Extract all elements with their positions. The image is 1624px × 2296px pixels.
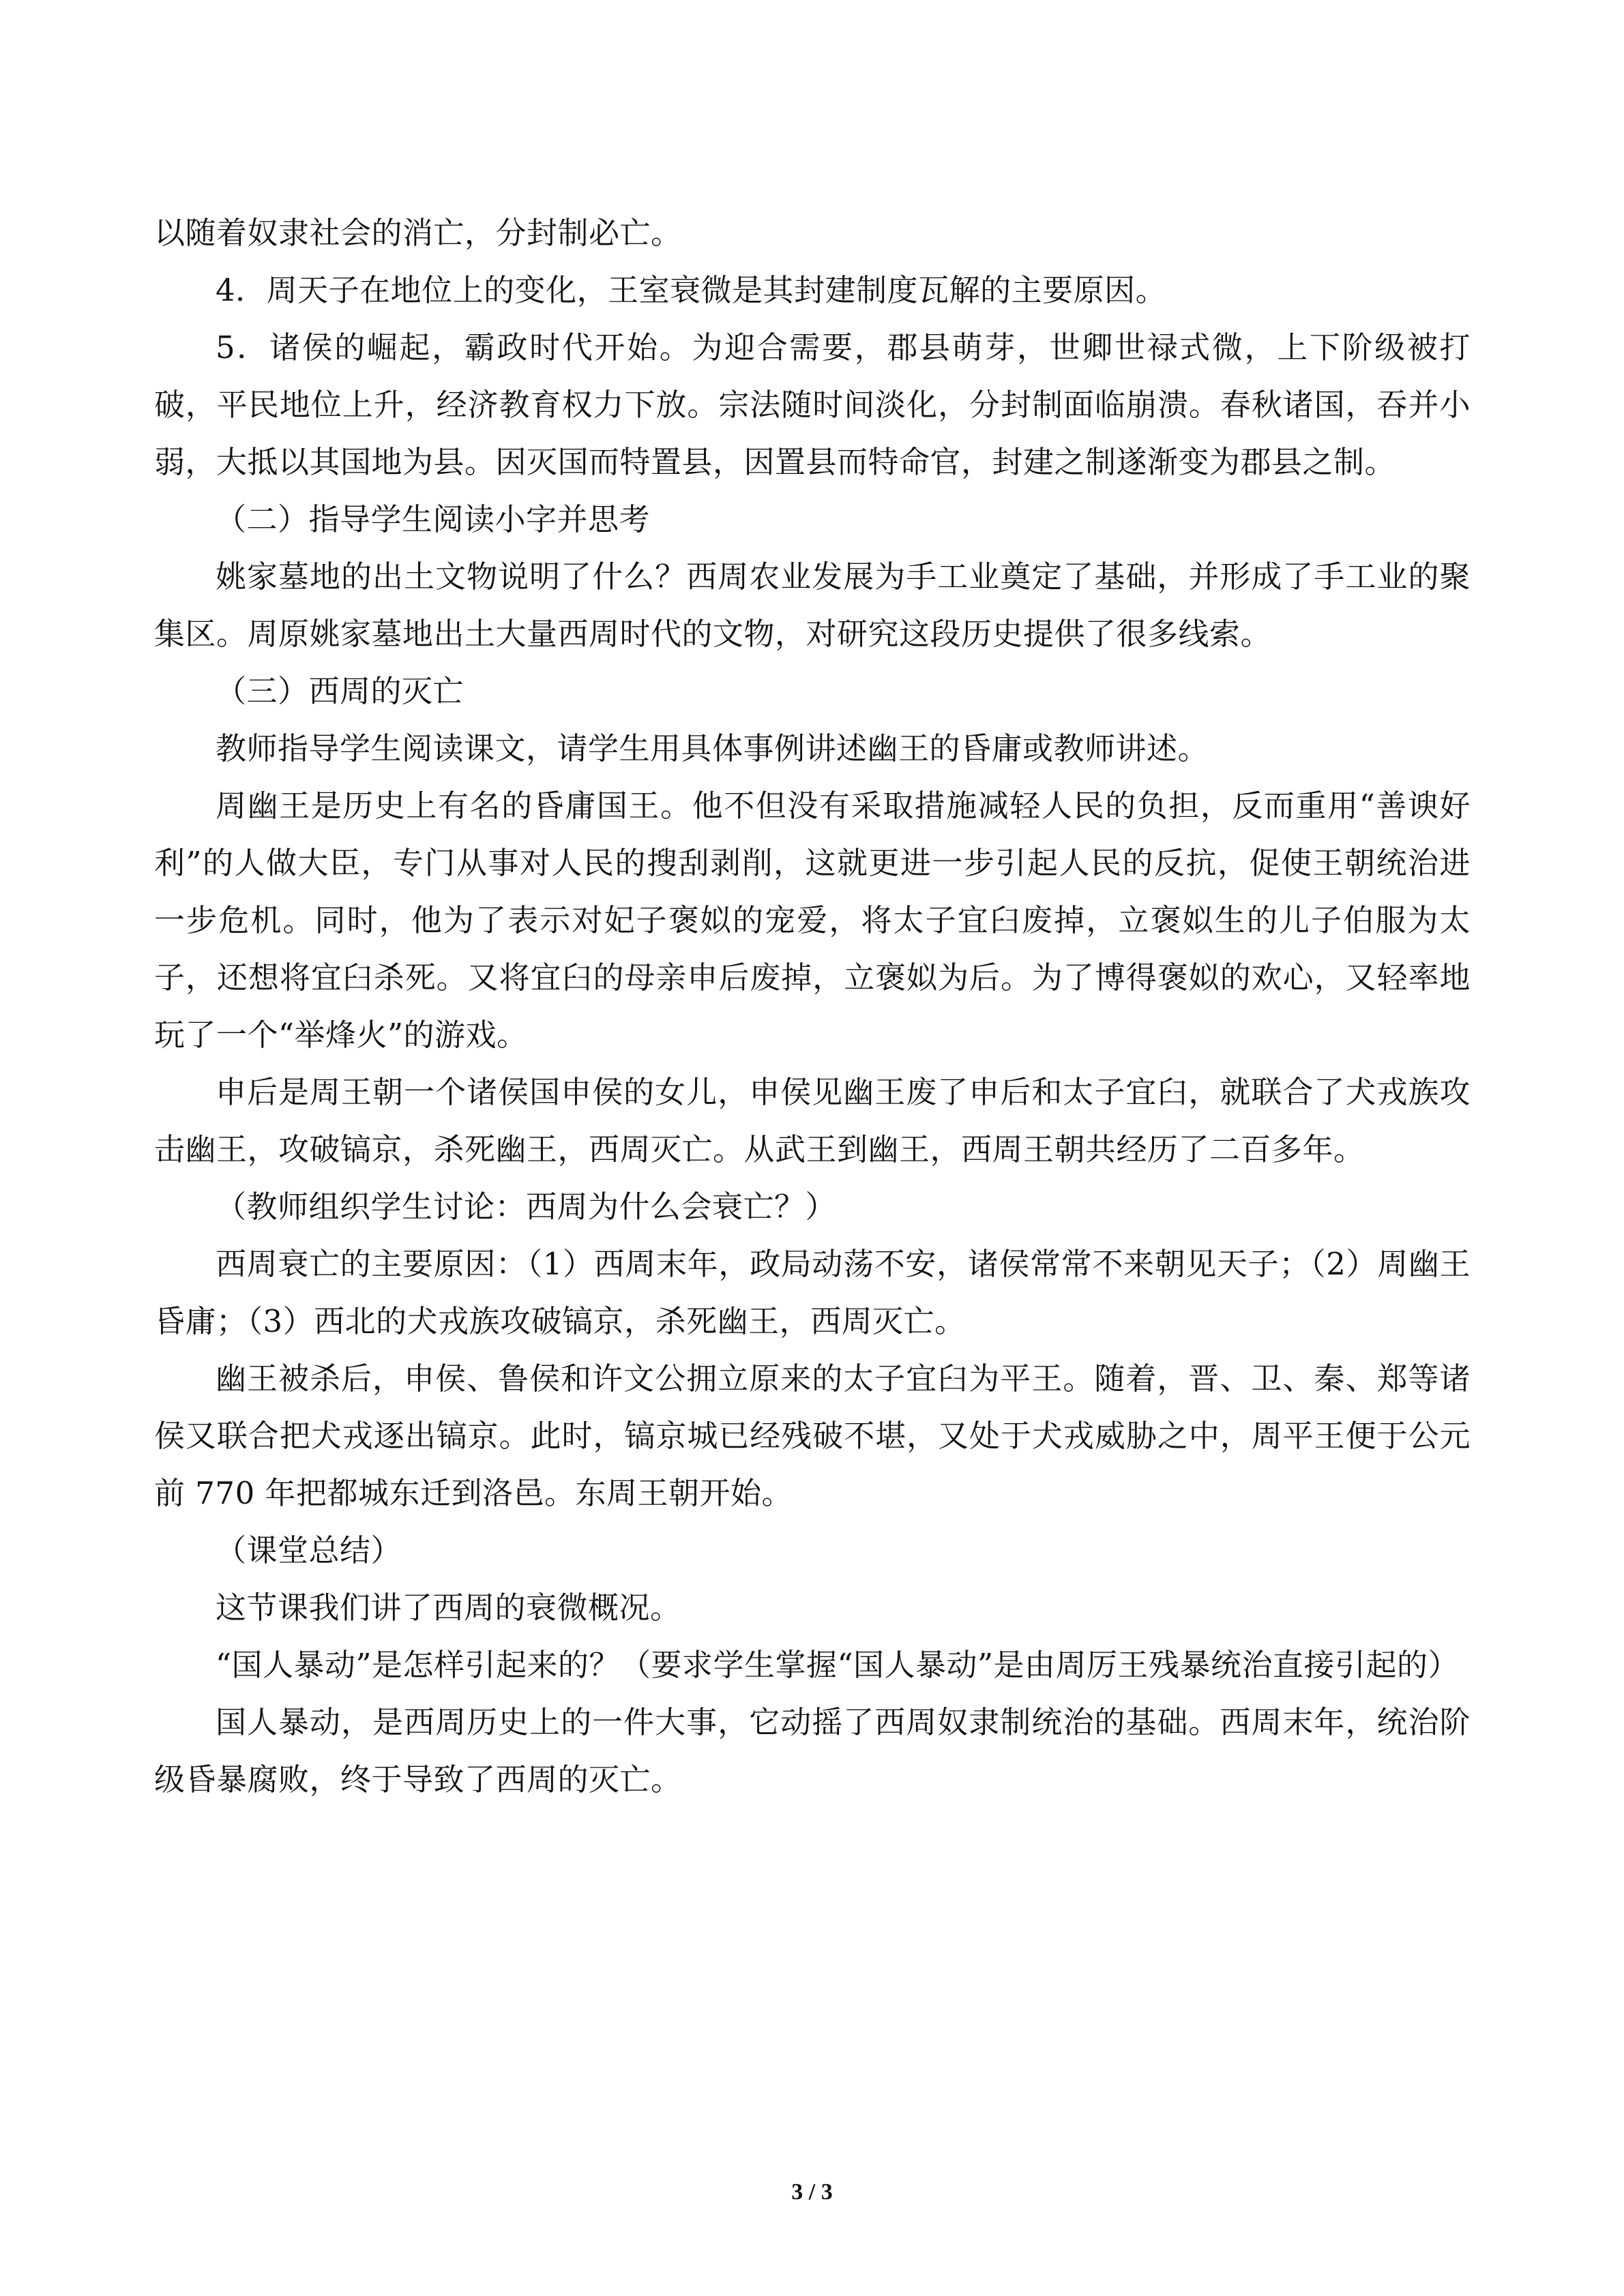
paragraph-king-ping: 幽王被杀后，申侯、鲁侯和许文公拥立原来的太子宜臼为平王。随着，晋、卫、秦、郑等诸侯又联合把犬戎逐出镐京。此时，镐京城已经残破不堪，又处于犬戎威胁之中，周平王便于公元前 770 年把都城东迁到洛邑。东周王朝开始。 — [154, 1360, 1471, 1511]
document-body — [154, 205, 1471, 1808]
paragraph-point-4: 4．周天子在地位上的变化，王室衰微是其封建制度瓦解的主要原因。 — [216, 272, 1167, 308]
page-number: 3 / 3 — [791, 2179, 833, 2205]
paragraph-causes: 西周衰亡的主要原因：（1）西周末年，政局动荡不安，诸侯常常不来朝见天子；（2）周幽王昏庸；（3）西北的犬戎族攻破镐京，杀死幽王，西周灭亡。 — [154, 1246, 1471, 1339]
paragraph-summary-intro: 这节课我们讲了西周的衰微概况。 — [216, 1590, 681, 1626]
paragraph-king-you: 周幽王是历史上有名的昏庸国王。他不但没有采取措施减轻人民的负担，反而重用“善谀好利”的人做大臣，专门从事对人民的搜刮剥削，这就更进一步引起人民的反抗，促使王朝统治进一步危机。同时，他为了表示对妃子褒姒的宠爱，将太子宜臼废掉，立褒姒生的儿子伯服为太子，还想将宜臼杀死。又将宜臼的母亲申后废掉，立褒姒为后。为了博得褒姒的欢心，又轻率地玩了一个“举烽火”的游戏。 — [154, 788, 1471, 1053]
paragraph-teacher-guidance: 教师指导学生阅读课文，请学生用具体事例讲述幽王的昏庸或教师讲述。 — [216, 730, 1209, 766]
paragraph-point-5: 5．诸侯的崛起，霸政时代开始。为迎合需要，郡县萌芽，世卿世禄式微，上下阶级被打破，平民地位上升，经济教育权力下放。宗法随时间淡化，分封制面临崩溃。春秋诸国，吞并小弱，大抵以其国地为县。因灭国而特置县，因置县而特命官，封建之制遂渐变为郡县之制。 — [154, 329, 1471, 480]
paragraph-yaojia-tomb: 姚家墓地的出土文物说明了什么？西周农业发展为手工业奠定了基础，并形成了手工业的聚集区。周原姚家墓地出土大量西周时代的文物，对研究这段历史提供了很多线索。 — [154, 558, 1471, 652]
section-heading-fall: （三）西周的灭亡 — [216, 673, 464, 709]
paragraph-shen-hou: 申后是周王朝一个诸侯国申侯的女儿，申侯见幽王废了申后和太子宜臼，就联合了犬戎族攻击幽王，攻破镐京，杀死幽王，西周灭亡。从武王到幽王，西周王朝共经历了二百多年。 — [154, 1074, 1471, 1167]
section-heading-reading: （二）指导学生阅读小字并思考 — [216, 501, 651, 537]
paragraph-continuation: 以随着奴隶社会的消亡，分封制必亡。 — [154, 215, 682, 251]
paragraph-discussion: （教师组织学生讨论：西周为什么会衰亡？） — [216, 1189, 837, 1225]
paragraph-guoren-question: “国人暴动”是怎样引起来的？（要求学生掌握“国人暴动”是由周厉王残暴统治直接引起的） — [216, 1647, 1460, 1683]
section-heading-summary: （课堂总结） — [216, 1532, 402, 1568]
paragraph-guoren-conclusion: 国人暴动，是西周历史上的一件大事，它动摇了西周奴隶制统治的基础。西周末年，统治阶级昏暴腐败，终于导致了西周的灭亡。 — [154, 1704, 1471, 1798]
